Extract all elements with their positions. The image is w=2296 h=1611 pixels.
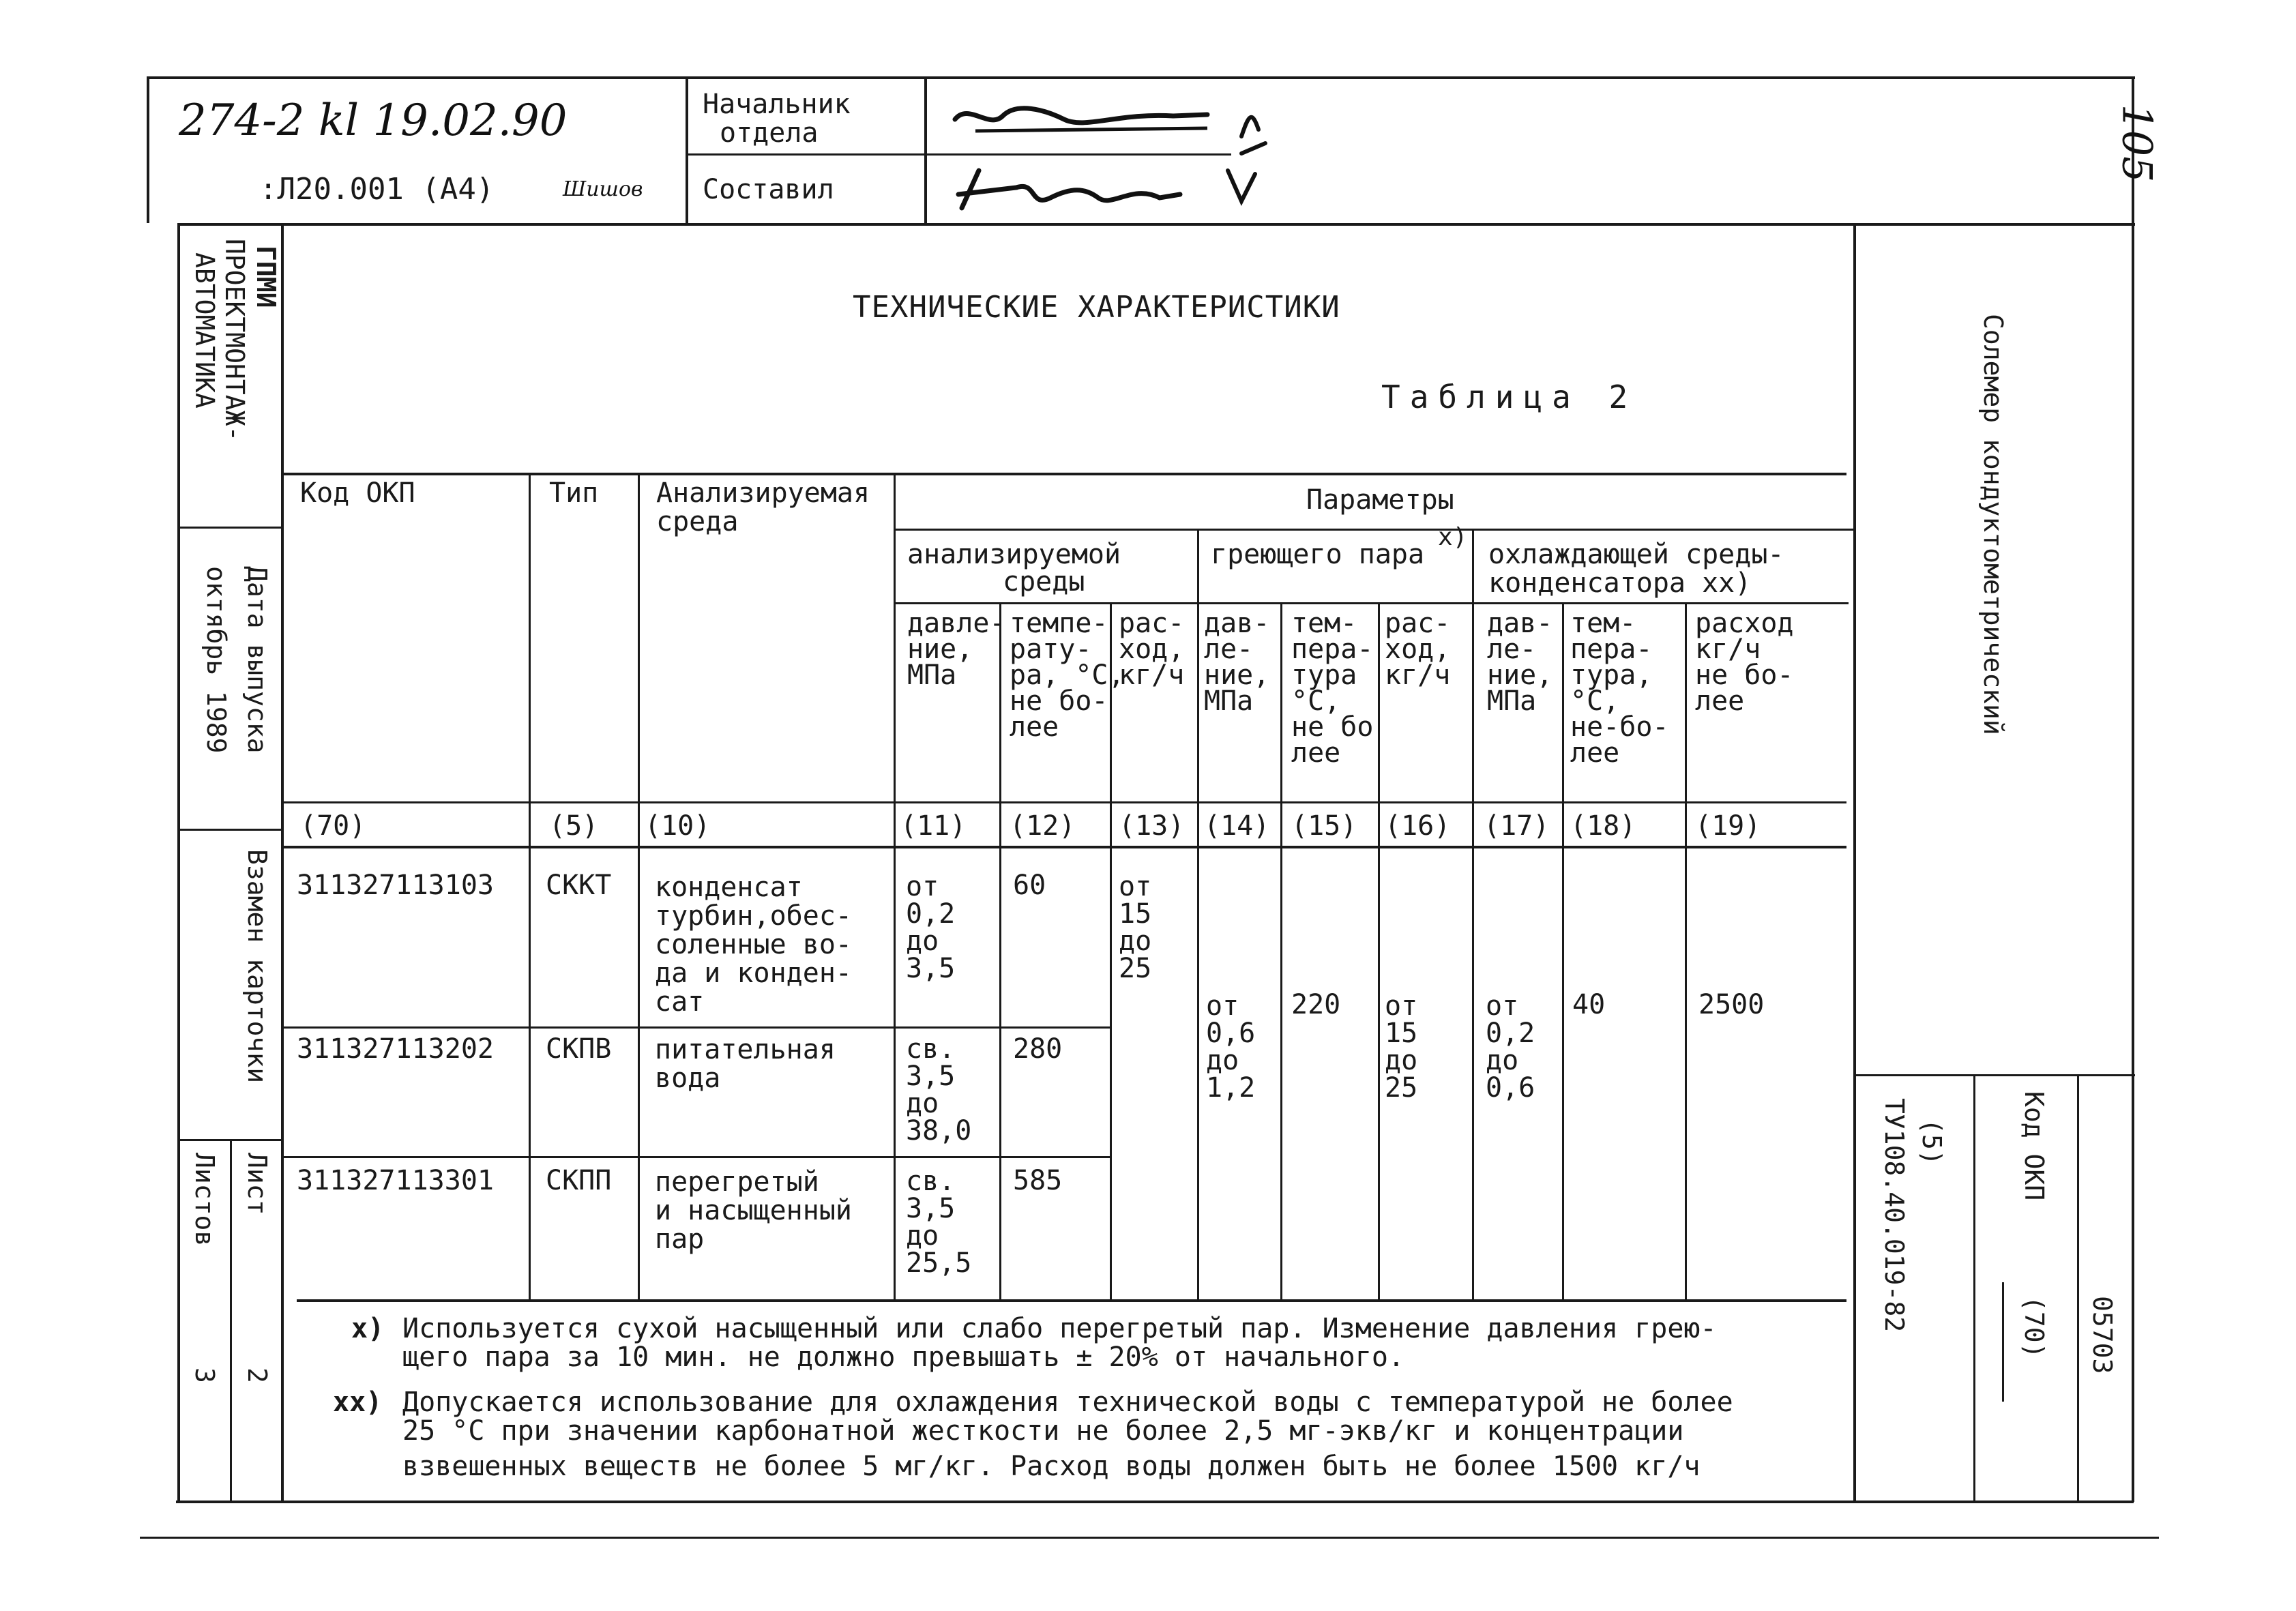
group-heating: греющего пара (1211, 539, 1425, 570)
group-heating-note: х) (1438, 523, 1468, 551)
header-medium-2: среда (656, 506, 739, 537)
row2-bottom (282, 1156, 1111, 1158)
note-1-mark: х) (351, 1313, 385, 1344)
header-code: Код ОКП (300, 477, 415, 509)
col-code-right (529, 473, 531, 1299)
table-row-1-medium: конденсат турбин,обес- соленные во- да и конден- сат (655, 872, 852, 1018)
right-sub-divider-2 (2077, 1074, 2079, 1502)
group-analyzed-1: анализируемой (907, 539, 1121, 570)
note-2-line-2: 25 °С при значении карбонатной жесткости не более 2,5 мг-экв/кг и концентрации (402, 1415, 1684, 1447)
frame-left-upper (147, 76, 149, 223)
ref-17: (17) (1484, 810, 1550, 842)
header-divider-1 (686, 76, 688, 223)
merged-cool-temp: 40 (1572, 989, 1606, 1020)
ref-70: (70) (300, 810, 366, 842)
merged-cool-flow: 2500 (1698, 989, 1765, 1020)
org-line-1: ГПМИ (251, 246, 281, 308)
signature-head (948, 89, 1276, 164)
note-1-line-2: щего пара за 10 мин. не должно превышать ± 20% от начального. (402, 1342, 1405, 1373)
left-sep-2 (179, 829, 282, 831)
sub-16: рас- ход, кг/ч (1385, 608, 1451, 691)
col-medium-right (894, 473, 896, 1299)
sub-14: дав- ле- ние, МПа (1204, 608, 1270, 717)
sub-11: давле- ние, МПа (907, 608, 1006, 691)
head-label-2: отдела (720, 117, 819, 149)
sub-15: тем- пера- тура °С, не бо лее (1291, 608, 1374, 769)
group-cooling-2: конденсатора хх) (1488, 567, 1752, 599)
body-top (179, 223, 2135, 226)
table-row-2-type: СКПВ (546, 1033, 612, 1065)
sub-19: расход кг/ч не бо- лее (1695, 608, 1794, 717)
okp-value: 05703 (2087, 1296, 2117, 1374)
head-label-1: Начальник (703, 89, 851, 120)
row1-bottom (282, 1026, 1111, 1029)
sub-12: темпе- рату- ра, °С, не бо- лее (1010, 608, 1125, 743)
col-17-right (1562, 602, 1564, 1299)
col-15-right (1378, 602, 1380, 1299)
table-row-3-code: 311327113301 (297, 1165, 494, 1196)
table-row-3-type: СКПП (546, 1165, 612, 1196)
ref-16: (16) (1385, 810, 1451, 842)
page-mark: 105 (2113, 104, 2161, 183)
table-row-2-code: 311327113202 (297, 1033, 494, 1065)
sheet-value: 2 (242, 1368, 272, 1383)
table-row-3-temp: 585 (1013, 1165, 1063, 1196)
merged-heat-temp: 220 (1291, 989, 1341, 1020)
group-analyzed-2: среды (1003, 566, 1085, 597)
frame-bottom (176, 1501, 2134, 1503)
tu-value: ТУ108.40.019-82 (1879, 1098, 1909, 1333)
refs-bottom (282, 846, 1846, 848)
table-row-1-type: СККТ (546, 870, 612, 901)
device-name: Солемер кондуктометрический (1978, 314, 2008, 735)
doc-code: :Л20.001 (А4) (259, 172, 495, 207)
ref-10: (10) (645, 810, 711, 842)
frame-top (147, 76, 2135, 79)
table-row-1-temp: 60 (1013, 870, 1046, 901)
group-cooling-1: охлаждающей среды- (1488, 539, 1784, 570)
ref-12: (12) (1010, 810, 1076, 842)
table-label: Таблица 2 (1381, 379, 1638, 415)
ref-11: (11) (900, 810, 967, 842)
params-underline (894, 529, 1855, 531)
okp-label: Код ОКП (2019, 1091, 2049, 1201)
table-bottom (297, 1299, 1846, 1302)
left-sheet-divider (230, 1139, 232, 1502)
sheets-label: Листов (190, 1153, 220, 1247)
replace-label: Взамен карточки (242, 849, 272, 1084)
signature-compiler (955, 160, 1276, 222)
note-2-line-3: взвешенных веществ не более 5 мг/кг. Расход воды должен быть не более 1500 кг/ч (402, 1451, 1701, 1482)
col-type-right (638, 473, 640, 1299)
merged-heat-pressure: от 0,6 до 1,2 (1206, 990, 1256, 1104)
okp-underline (2002, 1282, 2004, 1402)
org-line-2: ПРОЕКТМОНТАЖ- (220, 239, 250, 442)
subheader-bottom (282, 801, 1846, 803)
ref-15: (15) (1291, 810, 1357, 842)
compiled-label: Составил (703, 174, 834, 205)
org-line-3: АВТОМАТИКА (190, 252, 220, 409)
body-left (177, 223, 180, 1502)
merged-cool-pressure: от 0,2 до 0,6 (1486, 990, 1535, 1104)
merged-flow: от 15 до 25 (1119, 871, 1152, 984)
ref-5: (5) (549, 810, 599, 842)
header-medium-1: Анализируемая (656, 477, 870, 509)
group-analyzed-right (1197, 529, 1199, 1299)
right-sep (1855, 1074, 2135, 1076)
sub-13: рас- ход, кг/ч (1119, 608, 1185, 691)
table-row-1-code: 311327113103 (297, 870, 494, 901)
ref-14: (14) (1204, 810, 1270, 842)
table-row-2-medium: питательная вода (655, 1034, 836, 1094)
header-divider-2 (924, 76, 927, 223)
frame-right (2132, 76, 2134, 1502)
document-title: ТЕХНИЧЕСКИЕ ХАРАКТЕРИСТИКИ (853, 290, 1340, 325)
page-bottom-rule (140, 1537, 2159, 1539)
col-18-right (1685, 602, 1687, 1299)
table-row-3-pressure: св. 3,5 до 25,5 (906, 1166, 972, 1279)
okp-ref: (70) (2019, 1296, 2049, 1359)
note-1-line-1: Используется сухой насыщенный или слабо перегретый пар. Изменение давления грею- (402, 1313, 1717, 1344)
left-col-right (281, 223, 284, 1502)
table-top (282, 473, 1846, 475)
left-sep-1 (179, 527, 282, 529)
header-params: Параметры (1306, 484, 1454, 516)
sheets-value: 3 (190, 1368, 220, 1383)
issue-label: Дата выпуска (242, 566, 272, 754)
right-sub-divider-1 (1973, 1074, 1975, 1502)
col-14-right (1280, 602, 1282, 1299)
right-col-left (1853, 223, 1856, 1502)
small-signature: Шишов (563, 177, 643, 201)
ref-18: (18) (1570, 810, 1636, 842)
note-2-mark: хх) (333, 1387, 383, 1418)
ref-13: (13) (1119, 810, 1185, 842)
header-type: Тип (549, 477, 599, 509)
tu-ref: (5) (1917, 1119, 1947, 1166)
table-row-1-pressure: от 0,2 до 3,5 (906, 871, 956, 984)
table-row-2-temp: 280 (1013, 1033, 1063, 1065)
sub-17: дав- ле- ние, МПа (1487, 608, 1553, 717)
issue-value: октябрь 1989 (201, 566, 231, 754)
sheet-label: Лист (242, 1153, 272, 1215)
ref-19: (19) (1695, 810, 1761, 842)
table-row-3-medium: перегретый и насыщенный пар (655, 1166, 852, 1255)
sub-18: тем- пера- тура, °С, не-бо- лее (1570, 608, 1669, 769)
table-row-2-pressure: св. 3,5 до 38,0 (906, 1033, 972, 1147)
col-11-right (999, 602, 1001, 1299)
handwritten-number: 274-2 kl 19.02.90 (179, 95, 568, 146)
note-2-line-1: Допускается использование для охлаждения технической воды с температурой не более (402, 1387, 1733, 1418)
group-underline (894, 602, 1849, 604)
group-heating-right (1472, 529, 1474, 1299)
merged-heat-flow: от 15 до 25 (1385, 990, 1418, 1104)
